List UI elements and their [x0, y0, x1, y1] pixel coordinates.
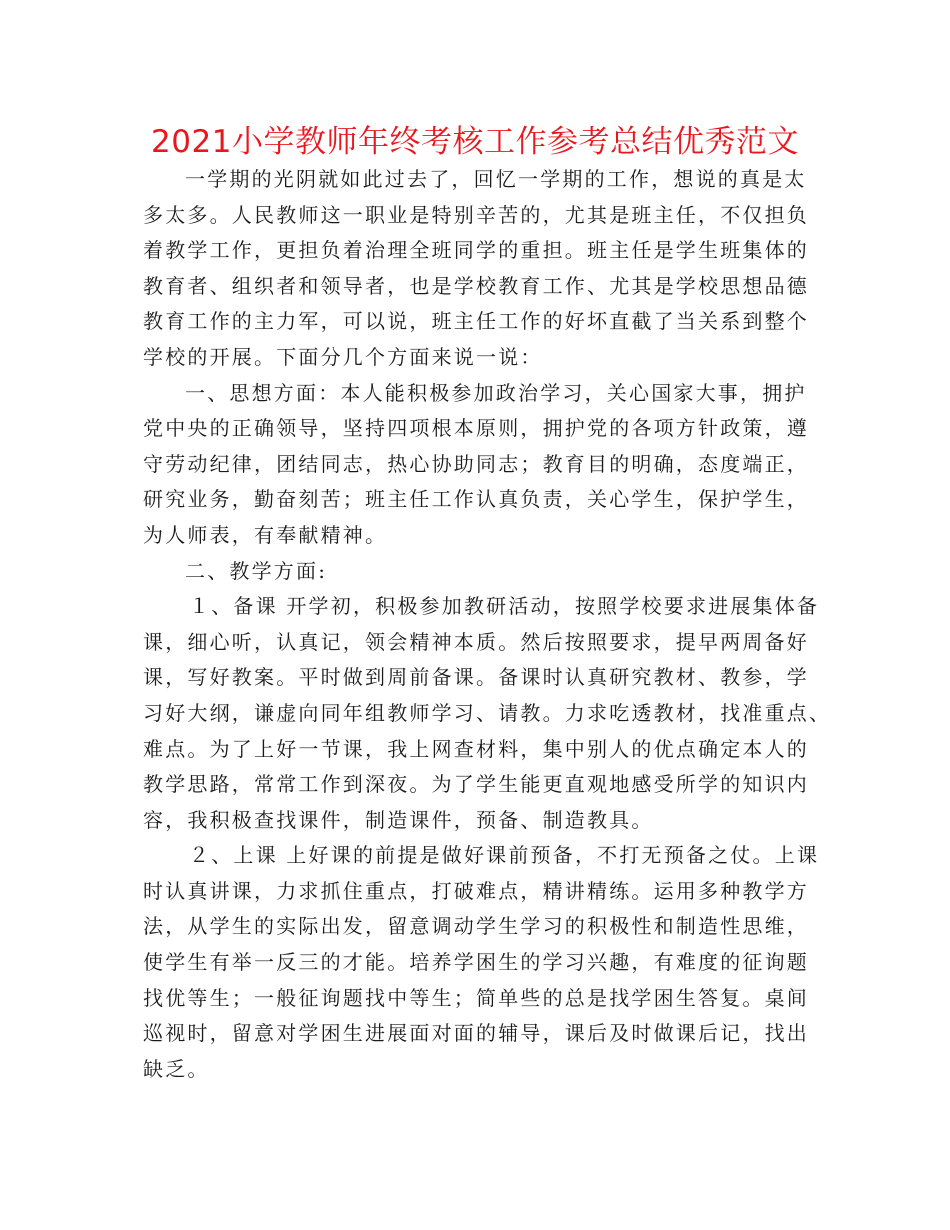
paragraph-intro-line-3: 着教学工作，更担负着治理全班同学的重担。班主任是学生班集体的 [143, 238, 809, 263]
document-title: 2021小学教师年终考核工作参考总结优秀范文 [151, 124, 799, 160]
paragraph-class-line-7: 缺乏。 [143, 1056, 210, 1081]
paragraph-prep-line-3: 课，写好教案。平时做到周前备课。备课时认真研究教材、教参，学 [143, 665, 809, 690]
paragraph-class-line-1: ２、上课 上好课的前提是做好课前预备，不打无预备之仗。上课 [189, 843, 820, 868]
paragraph-prep-line-1: １、备课 开学初，积极参加教研活动，按照学校要求进展集体备 [189, 594, 820, 619]
paragraph-class-line-2: 时认真讲课，力求抓住重点，打破难点，精讲精练。运用多种教学方 [143, 878, 809, 903]
paragraph-class-line-5: 找优等生；一般征询题找中等生；简单些的总是找学困生答复。桌间 [143, 985, 809, 1010]
document-body [143, 162, 832, 1087]
paragraph-intro-line-2: 多太多。人民教师这一职业是特别辛苦的，尤其是班主任，不仅担负 [143, 202, 809, 227]
paragraph-thought-line-2: 党中央的正确领导，坚持四项根本原则，拥护党的各项方针政策，遵 [143, 416, 809, 441]
paragraph-intro-line-5: 教育工作的主力军，可以说，班主任工作的好坏直截了当关系到整个 [143, 309, 809, 334]
paragraph-intro-line-4: 教育者、组织者和领导者，也是学校教育工作、尤其是学校思想品德 [143, 273, 809, 298]
section-heading-teaching: 二、教学方面: [185, 558, 328, 583]
paragraph-class-line-3: 法，从学生的实际出发，留意调动学生学习的积极性和制造性思维， [143, 914, 809, 939]
paragraph-thought-line-5: 为人师表，有奉献精神。 [143, 522, 388, 547]
paragraph-prep-line-4: 习好大纲，谦虚向同年组教师学习、请教。力求吃透教材，找准重点、 [143, 700, 832, 725]
paragraph-class-line-4: 使学生有举一反三的才能。培养学困生的学习兴趣，有难度的征询题 [143, 950, 809, 975]
paragraph-thought-line-3: 守劳动纪律，团结同志，热心协助同志；教育目的明确，态度端正， [143, 451, 809, 476]
paragraph-intro-line-6: 学校的开展。下面分几个方面来说一说： [143, 344, 543, 369]
paragraph-prep-line-2: 课，细心听，认真记，领会精神本质。然后按照要求，提早两周备好 [143, 629, 809, 654]
paragraph-prep-line-5: 难点。为了上好一节课，我上网查材料，集中别人的优点确定本人的 [143, 736, 809, 761]
paragraph-prep-line-7: 容，我积极查找课件，制造课件，预备、制造教具。 [143, 807, 654, 832]
paragraph-class-line-6: 巡视时，留意对学困生进展面对面的辅导，课后及时做课后记，找出 [143, 1021, 809, 1046]
paragraph-thought-line-4: 研究业务，勤奋刻苦；班主任工作认真负责，关心学生，保护学生， [143, 487, 809, 512]
paragraph-prep-line-6: 教学思路，常常工作到深夜。为了学生能更直观地感受所学的知识内 [143, 772, 809, 797]
paragraph-intro-line-1: 一学期的光阴就如此过去了，回忆一学期的工作，想说的真是太 [185, 167, 807, 191]
paragraph-thought-line-1: 一、思想方面：本人能积极参加政治学习，关心国家大事，拥护 [185, 380, 807, 405]
